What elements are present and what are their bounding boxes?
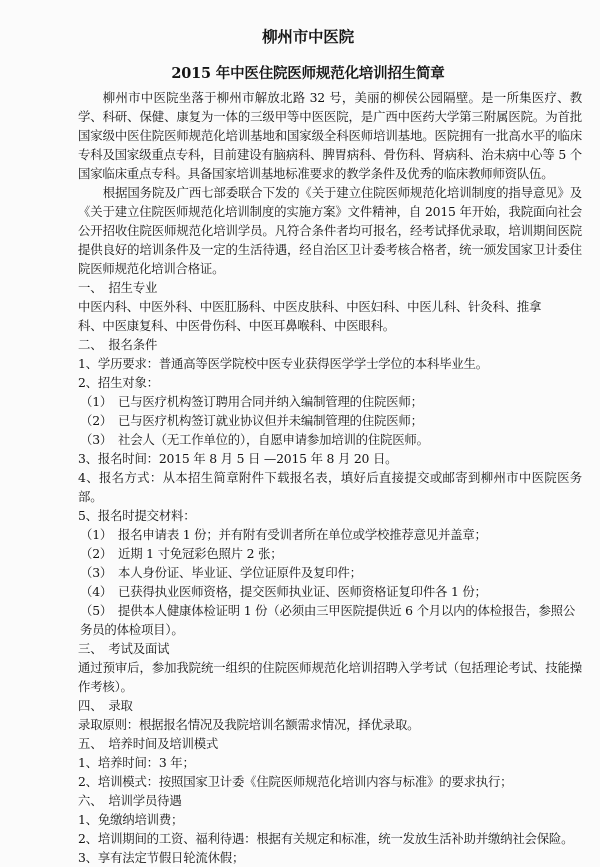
section-heading-benefits: 六、 培训学员待遇	[78, 793, 182, 808]
registration-time: 3、报名时间：2015 年 8 月 5 日 —2015 年 8 月 20 日。	[78, 451, 398, 466]
admission-text: 录取原则：根据报名情况及我院培训名额需求情况，择优录取。	[78, 717, 420, 732]
material-item-5: （5） 提供本人健康体检证明 1 份（必须由三甲医院提供近 6 个月以内的体检报告，参照公务员的体检项目）。	[80, 603, 576, 637]
target-item-2: （2） 已与医疗机构签订就业协议但并未编制管理的住院医师；	[80, 413, 423, 428]
target-item-1: （1） 已与医疗机构签订聘用合同并纳入编制管理的住院医师；	[80, 394, 423, 409]
registration-materials: 5、报名时提交材料：	[78, 508, 196, 523]
intro-paragraph-1: 柳州市中医院坐落于柳州市解放北路 32 号，美丽的柳侯公园隔壁。是一所集医疗、教学、科研、保健、康复为一体的三级甲等中医医院，是广西中医药大学第三附属医院。为首批国家级中医住院医师规范化培训基地和国家级全科医师培训基地。医院拥有一批高水平的临床专科及国家级重点专科，目前建设有脑病科、脾胃病科、骨伤科、肾病科、治未病中心等 5 个国家临床重点专科。具备国家培训基地标准要求的教学条件及优秀的临床教师师资队伍。	[78, 90, 582, 181]
benefit-salary: 2、培训期间的工资、福利待遇：根据有关规定和标准，统一发放生活补助并缴纳社会保险。	[78, 831, 574, 846]
material-item-3: （3） 本人身份证、毕业证、学位证原件及复印件；	[80, 565, 362, 580]
benefit-fee: 1、免缴纳培训费；	[78, 812, 184, 827]
benefit-holiday: 3、享有法定节假日轮流休假；	[78, 850, 245, 865]
section-heading-majors: 一、 招生专业	[78, 280, 158, 295]
section-heading-exam: 三、 考试及面试	[78, 641, 170, 656]
section-heading-admission: 四、 录取	[78, 698, 133, 713]
majors-line-2: 科、中医康复科、中医骨伤科、中医耳鼻喉科、中医眼科。	[78, 318, 395, 333]
intro-paragraph-2: 根据国务院及广西七部委联合下发的《关于建立住院医师规范化培训制度的指导意见》及《关于建立住院医师规范化培训制度的实施方案》文件精神，自 2015 年开始，我院面向社会公开招收住院医师规范化培训学员。凡符合条件者均可报名，经考试择优录取，培训期间医院提供良好的培训条件及一定的生活待遇，经自治区卫计委考核合格者，统一颁发国家卫计委住院医师规范化培训合格证。	[78, 185, 582, 276]
majors-line-1: 中医内科、中医外科、中医肛肠科、中医皮肤科、中医妇科、中医儿科、针灸科、推拿	[78, 299, 542, 314]
registration-method: 4、报名方式：从本招生简章附件下载报名表，填好后直接提交或邮寄到柳州市中医院医务部。	[78, 470, 582, 504]
target-item-3: （3） 社会人（无工作单位的），自愿申请参加培训的住院医师。	[80, 432, 429, 447]
training-mode: 2、培训模式：按照国家卫计委《住院医师规范化培训内容与标准》的要求执行；	[78, 774, 513, 789]
requirement-target: 2、招生对象：	[78, 375, 159, 390]
training-duration: 1、培养时间：3 年；	[78, 755, 195, 770]
material-item-2: （2） 近期 1 寸免冠彩色照片 2 张；	[80, 546, 283, 561]
announcement-title: 2015 年中医住院医师规范化培训招生简章	[171, 65, 445, 82]
material-item-4: （4） 已获得执业医师资格，提交医师执业证、医师资格证复印件各 1 份；	[80, 584, 487, 599]
hospital-title: 柳州市中医院	[262, 27, 354, 46]
section-heading-requirements: 二、 报名条件	[78, 337, 158, 352]
material-item-1: （1） 报名申请表 1 份；并有附有受训者所在单位或学校推荐意见并盖章；	[80, 527, 487, 542]
section-heading-training: 五、 培养时间及培训模式	[78, 736, 219, 751]
requirement-education: 1、学历要求：普通高等医学院校中医专业获得医学学士学位的本科毕业生。	[78, 356, 488, 371]
exam-text: 通过预审后，参加我院统一组织的住院医师规范化培训招聘入学考试（包括理论考试、技能操作考核）。	[78, 660, 582, 694]
